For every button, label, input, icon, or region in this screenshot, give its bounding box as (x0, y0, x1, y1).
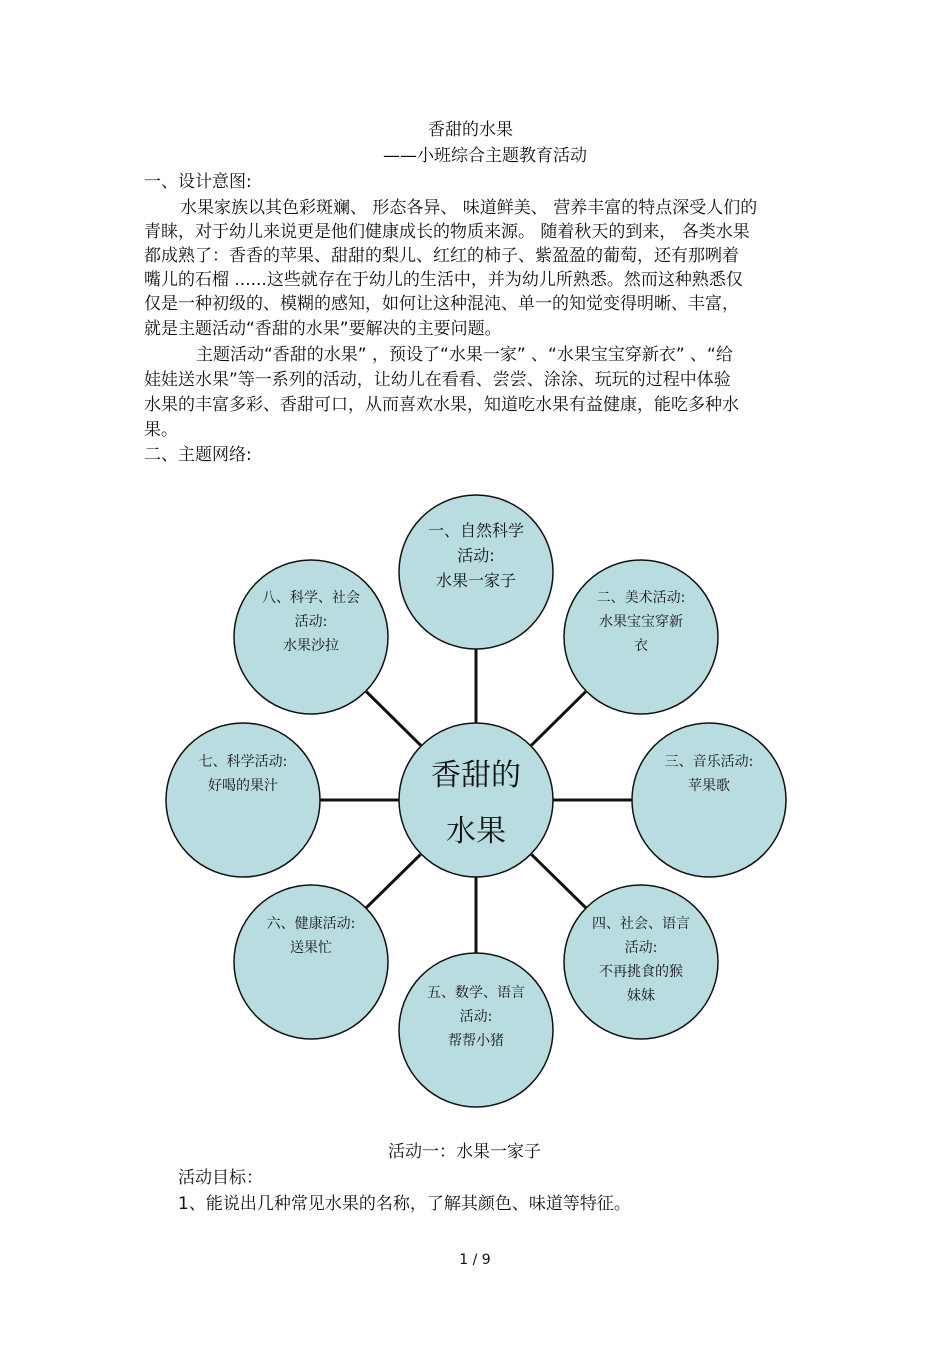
center-label-line: 香甜的 (431, 758, 521, 793)
node-label-n1: 一、自然科学 活动: 水果一家子 (427, 521, 524, 590)
node-label-n3: 三、音乐活动: 苹果歌 (664, 754, 754, 794)
paragraph-line: 青睐，对于幼儿来说更是他们健康成长的物质来源。 随着秋天的到来， 各类水果 (144, 222, 750, 242)
paragraph-line: 水果家族以其色彩斑斓、 形态各异、 味道鲜美、 营养丰富的特点深受人们的 (180, 198, 758, 218)
node-circle-n7 (166, 723, 320, 877)
node-circle-n3 (632, 723, 786, 877)
node-label-n4: 四、社会、语言 活动: 不再挑食的猴 妹妹 (592, 916, 690, 1004)
paragraph-line: 嘴儿的石榴 ......这些就存在于幼儿的生活中，并为幼儿所熟悉。然而这种熟悉仅 (144, 270, 743, 290)
paragraph-line: 主题活动“香甜的水果” ，预设了“水果一家” 、“水果宝宝穿新衣” 、“给 (196, 345, 733, 365)
document-title: 香甜的水果 (428, 120, 513, 140)
node-label-n2: 二、美术活动: 水果宝宝穿新 衣 (596, 590, 686, 654)
paragraph-line: 就是主题活动“香甜的水果”要解决的主要问题。 (144, 319, 502, 339)
node-circle-n6 (234, 885, 388, 1039)
node-label-n5: 五、数学、语言 活动: 帮帮小猪 (427, 985, 525, 1049)
activity-goal-heading: 活动目标： (178, 1168, 263, 1188)
node-label-n6: 六、健康活动: 送果忙 (266, 916, 356, 956)
document-subtitle: ——小班综合主题教育活动 (383, 146, 587, 166)
activity-goal-item: 1、能说出几种常见水果的名称，了解其颜色、味道等特征。 (178, 1194, 631, 1214)
node-label-n7: 七、科学活动: 好喝的果汁 (198, 754, 288, 794)
paragraph-line: 娃娃送水果”等一系列的活动，让幼儿在看看、尝尝、涂涂、玩玩的过程中体验 (144, 370, 731, 390)
section-heading-design-intent: 一、设计意图: (144, 172, 252, 192)
paragraph-line: 果。 (144, 420, 178, 440)
paragraph-line: 都成熟了：香香的苹果、甜甜的梨儿、红红的柿子、紫盈盈的葡萄，还有那咧着 (144, 246, 739, 266)
paragraph-line: 仅是一种初级的、模糊的感知，如何让这种混沌、单一的知觉变得明晰、丰富， (144, 294, 739, 314)
paragraph-line: 水果的丰富多彩、香甜可口，从而喜欢水果，知道吃水果有益健康，能吃多种水 (144, 395, 739, 415)
center-label (400, 748, 552, 860)
node-label-n8: 八、科学、社会 活动: 水果沙拉 (262, 590, 360, 654)
page-number: 1 / 9 (459, 1252, 491, 1268)
center-label-line: 水果 (446, 814, 506, 849)
activity-title: 活动一：水果一家子 (388, 1142, 541, 1162)
section-heading-theme-network: 二、主题网络: (144, 445, 252, 465)
